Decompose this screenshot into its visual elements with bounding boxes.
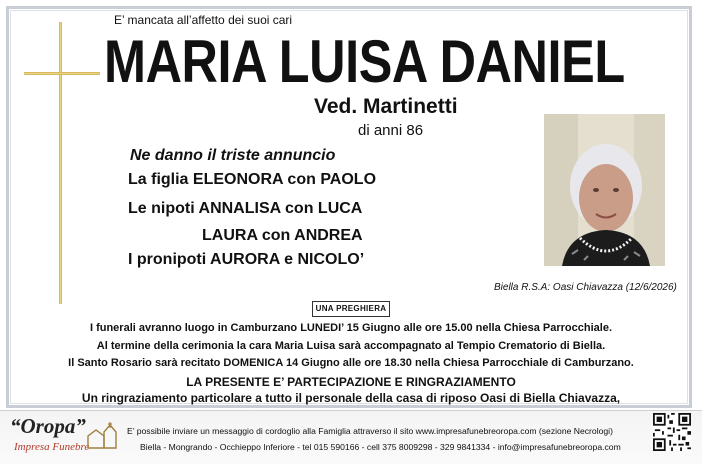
body-line: Al termine della cerimonia la cara Maria Luisa sarà accompagnato al Tempio Crematorio di Biella. xyxy=(96,340,606,352)
announce-text: Ne danno il triste annuncio xyxy=(130,147,336,164)
photo-caption: Biella R.S.A: Oasi Chiavazza (12/6/2026) xyxy=(494,282,677,293)
deceased-photo xyxy=(544,114,665,266)
deceased-name: MARIA LUISA DANIEL xyxy=(104,28,625,95)
footer-message-line: E’ possibile inviare un messaggio di cordoglio alla Famiglia attraverso il sito www.impresafunebreoropa.com (sezione Necrologi) xyxy=(127,426,613,436)
qr-code-icon[interactable] xyxy=(653,413,691,451)
logo-name: “Oropa” xyxy=(10,414,86,438)
widow-of: Ved. Martinetti xyxy=(314,95,458,118)
footer-contacts-line: Biella - Mongrando - Occhieppo Inferiore - tel 015 590166 - cell 375 8009298 - 329 9841334 - info@impresafunebreoropa.com xyxy=(140,442,621,452)
age: di anni 86 xyxy=(358,122,424,139)
cross-horizontal-bar xyxy=(24,72,100,75)
portrait-illustration xyxy=(544,114,665,266)
church-icon xyxy=(86,422,120,450)
intro-text: E’ mancata all’affetto dei suoi cari xyxy=(114,13,293,27)
body-line: Un ringraziamento particolare a tutto il personale della casa di riposo Oasi di Biella Chiavazza, xyxy=(81,391,621,405)
family-line: Le nipoti ANNALISA con LUCA xyxy=(128,200,363,217)
cross-vertical-bar xyxy=(59,22,62,304)
family-line: LAURA con ANDREA xyxy=(202,227,363,244)
logo-subtitle: Impresa Funebre xyxy=(14,441,90,453)
family-line: I pronipoti AURORA e NICOLO’ xyxy=(128,251,365,268)
body-line: LA PRESENTE E’ PARTECIPAZIONE E RINGRAZIAMENTO xyxy=(186,375,516,389)
body-line: I funerali avranno luogo in Camburzano LUNEDI’ 15 Giugno alle ore 15.00 nella Chiesa Parrocchiale. xyxy=(89,322,613,334)
body-line: Il Santo Rosario sarà recitato DOMENICA 14 Giugno alle ore 18.30 nella Chiesa Parrocchiale di Camburzano. xyxy=(68,357,634,369)
family-line: La figlia ELEONORA con PAOLO xyxy=(128,171,377,188)
prayer-label: UNA PREGHIERA xyxy=(312,301,390,317)
company-logo xyxy=(8,414,120,460)
